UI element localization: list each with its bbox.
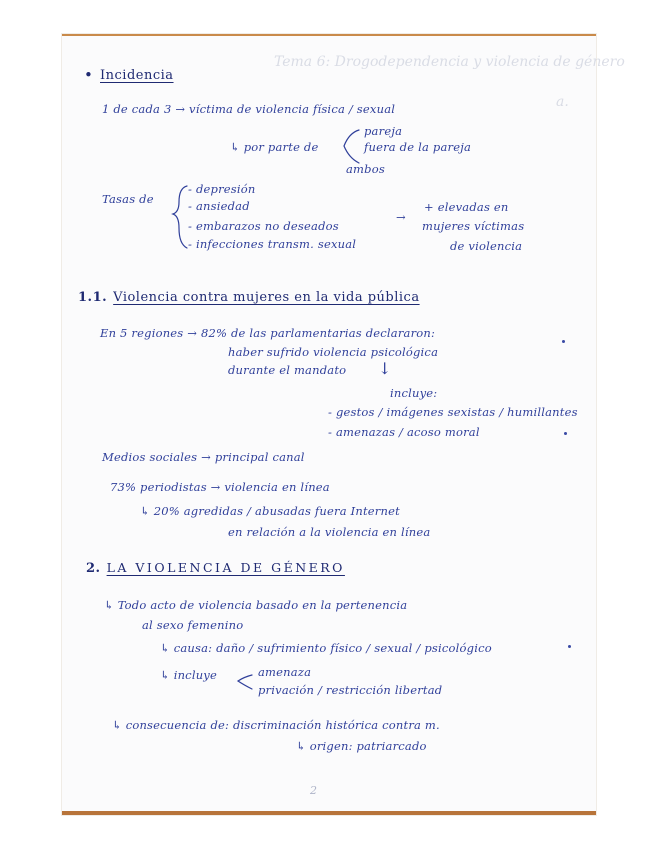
periodistas-line: 73% periodistas → violencia en línea bbox=[110, 480, 330, 494]
option-fuera-pareja: fuera de la pareja bbox=[364, 140, 472, 154]
tasas-result-3: de violencia bbox=[450, 239, 523, 253]
regiones-line: En 5 regiones → 82% de las parlamentarias declararon: bbox=[100, 326, 436, 340]
ghost-header-text: Tema 6: Drogodependencia y violencia de género bbox=[274, 54, 625, 70]
ghost-mark: a. bbox=[556, 94, 569, 110]
page-number: 2 bbox=[310, 784, 317, 797]
tasas-arrow: → bbox=[396, 210, 406, 224]
incluye-2-label: ↳ incluye bbox=[160, 668, 218, 682]
durante-mandato-line: durante el mandato bbox=[228, 363, 347, 377]
tasas-item-2: - ansiedad bbox=[188, 199, 250, 213]
tasas-item-3: - embarazos no deseados bbox=[188, 219, 339, 233]
causa-line: ↳ causa: daño / sufrimiento físico / sexual / psicológico bbox=[160, 641, 492, 655]
incluye-item-1: - gestos / imágenes sexistas / humillantes bbox=[328, 405, 578, 419]
incluye-label: incluye: bbox=[390, 386, 438, 400]
incluye-2-item-2: privación / restricción libertad bbox=[258, 683, 443, 697]
section-2-title: LA VIOLENCIA DE GÉNERO bbox=[106, 560, 345, 575]
definition-line-1: ↳ Todo acto de violencia basado en la pertenencia bbox=[104, 598, 408, 612]
tasas-item-1: - depresión bbox=[188, 182, 256, 196]
incidencia-title-text: Incidencia bbox=[100, 68, 174, 83]
origen-line: ↳ origen: patriarcado bbox=[296, 739, 427, 753]
tasas-result-2: mujeres víctimas bbox=[422, 219, 525, 233]
agredidas-line: ↳ 20% agredidas / abusadas fuera Internet bbox=[140, 504, 400, 518]
tasas-label: Tasas de bbox=[102, 192, 154, 206]
consecuencia-line: ↳ consecuencia de: discriminación histórica contra m. bbox=[112, 718, 440, 732]
haber-sufrido-line: haber sufrido violencia psicológica bbox=[228, 345, 439, 359]
notebook-page bbox=[62, 34, 625, 815]
section-2-number: 2. bbox=[86, 561, 101, 576]
tasas-item-4: - infecciones transm. sexual bbox=[188, 237, 357, 251]
incidencia-bullet: • bbox=[84, 66, 94, 84]
incidencia-line1: 1 de cada 3 → víctima de violencia física / sexual bbox=[102, 102, 396, 116]
medios-line: Medios sociales → principal canal bbox=[102, 450, 305, 464]
option-pareja: pareja bbox=[364, 124, 403, 138]
section-1-1-title: Violencia contra mujeres en la vida pública bbox=[113, 290, 420, 305]
tasas-result-1: + elevadas en bbox=[424, 200, 509, 214]
section-1-1-number: 1.1. bbox=[78, 290, 108, 305]
relacion-line: en relación a la violencia en línea bbox=[228, 525, 431, 539]
option-ambos: ambos bbox=[346, 162, 385, 176]
por-parte-de: ↳ por parte de bbox=[230, 140, 319, 154]
incluye-item-2: - amenazas / acoso moral bbox=[328, 425, 480, 439]
definition-line-2: al sexo femenino bbox=[142, 618, 244, 632]
down-arrow-icon: ↓ bbox=[378, 359, 392, 378]
incluye-2-item-1: amenaza bbox=[258, 665, 312, 679]
